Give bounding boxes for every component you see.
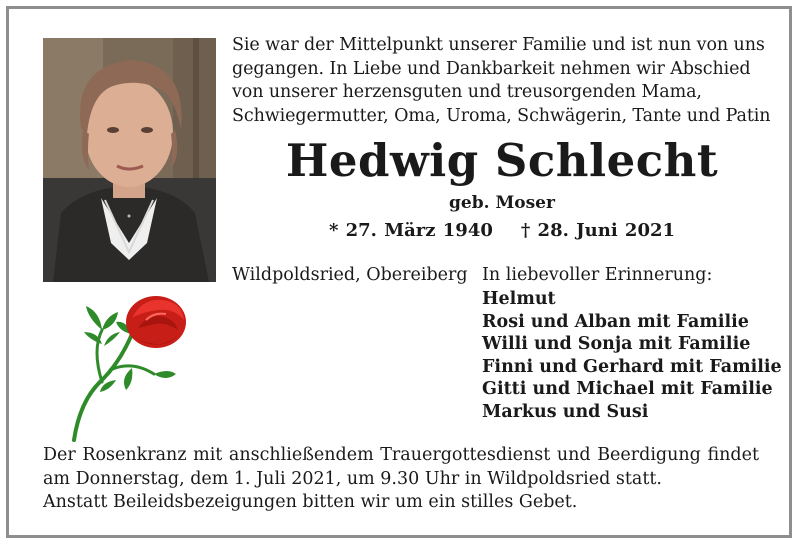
intro-text xyxy=(232,34,772,128)
life-dates xyxy=(232,220,772,241)
deceased-name: Hedwig Schlecht xyxy=(285,134,719,187)
rose-icon xyxy=(62,290,212,442)
service-info xyxy=(43,444,759,515)
mourner-entry: Finni und Gerhard mit Familie xyxy=(482,356,782,377)
intro-line: gegangen. In Liebe und Dankbarkeit nehmen wir Abschied xyxy=(232,58,751,79)
footer-line: Anstatt Beileidsbezeigungen bitten wir um ein stilles Gebet. xyxy=(43,492,578,512)
maiden-name: geb. Moser xyxy=(449,193,555,213)
mourner-entry: Rosi und Alban mit Familie xyxy=(482,311,749,332)
birth-date: * 27. März 1940 xyxy=(328,220,493,241)
mourner-entry: Willi und Sonja mit Familie xyxy=(482,334,751,354)
footer-line: Der Rosenkranz mit anschließendem Trauergottesdienst und Beerdigung findet xyxy=(43,445,759,465)
intro-line: Sie war der Mittelpunkt unserer Familie und ist nun von uns xyxy=(232,35,765,55)
mourner-entry: Helmut xyxy=(482,289,556,309)
mourner-entry: Markus und Susi xyxy=(482,401,649,422)
death-date: † 28. Juni 2021 xyxy=(520,220,676,241)
place-names: Wildpoldsried, Obereiberg xyxy=(232,265,468,285)
intro-line: von unserer herzensguten und treusorgenden Mama, xyxy=(232,82,702,102)
portrait-photo xyxy=(43,38,216,282)
intro-line: Schwiegermutter, Oma, Uroma, Schwägerin, Tante und Patin xyxy=(232,105,771,126)
mourner-entry: Gitti und Michael mit Familie xyxy=(482,379,773,399)
memory-label: In liebevoller Erinnerung: xyxy=(482,265,713,285)
footer-line: am Donnerstag, dem 1. Juli 2021, um 9.30 Uhr in Wildpoldsried statt. xyxy=(43,468,662,489)
mourners-list xyxy=(482,288,782,423)
